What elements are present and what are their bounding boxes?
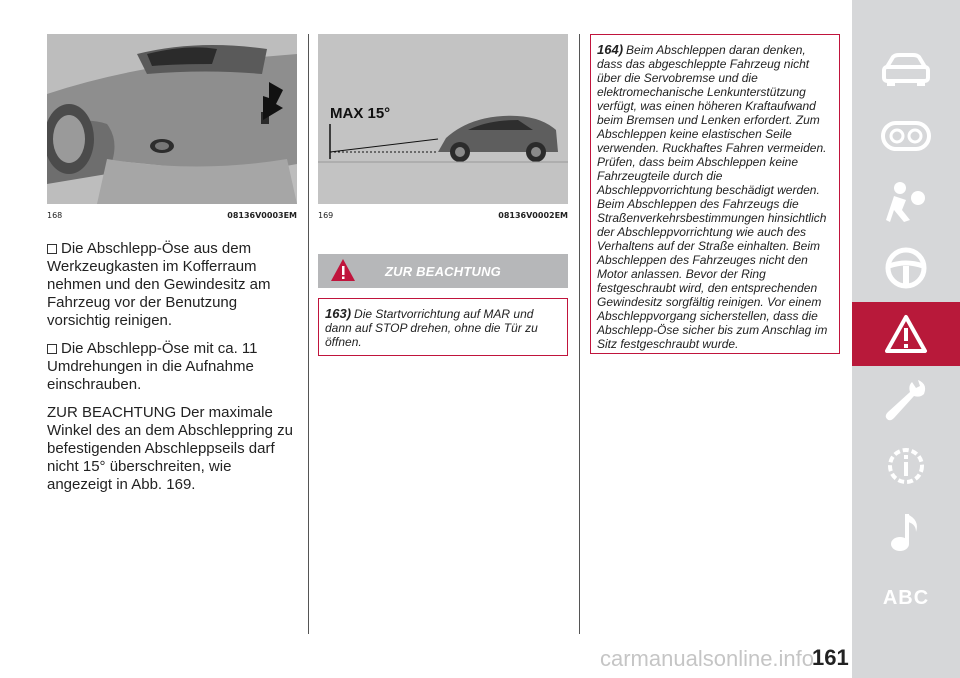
steering-wheel-icon <box>884 246 928 290</box>
warning-triangle-icon <box>330 258 356 282</box>
music-note-icon <box>886 510 926 554</box>
figure-168-caption <box>47 211 297 220</box>
car-icon <box>881 53 931 87</box>
dashboard-gauges-icon <box>881 121 931 151</box>
chapter-sidebar <box>852 0 960 678</box>
sidebar-item-emergency[interactable] <box>852 302 960 366</box>
airbag-person-icon <box>884 180 928 224</box>
checkbox-bullet-icon <box>47 244 57 254</box>
figure-code: 08136V0003EM <box>227 211 297 220</box>
note-number: 164) <box>597 42 624 57</box>
sidebar-item-driving[interactable] <box>852 236 960 300</box>
left-column-text <box>47 240 297 504</box>
warning-title: ZUR BEACHTUNG <box>385 263 501 279</box>
figure-169-image <box>318 34 568 204</box>
figure-number: 169 <box>318 211 334 220</box>
note-text: Die Startvorrichtung auf MAR und dann auf STOP drehen, ohne die Tür zu öffnen. <box>325 307 538 349</box>
sidebar-item-maintenance[interactable] <box>852 368 960 432</box>
figure-code: 08136V0002EM <box>498 211 568 220</box>
note-paragraph: ZUR BEACHTUNG Der maximale Winkel des an dem Abschleppring zu befestigenden Abschleppseils darf nicht 15° überschreiten, wie angezeigt in Abb. 169. <box>47 404 293 493</box>
sidebar-item-car[interactable] <box>852 38 960 102</box>
sidebar-item-multimedia[interactable] <box>852 500 960 564</box>
wrench-icon <box>884 378 928 422</box>
page-number: 161 <box>812 645 849 670</box>
warning-note-164 <box>590 34 840 354</box>
figure-169-caption <box>318 211 568 220</box>
sidebar-item-index[interactable] <box>852 566 960 630</box>
index-label: ABC <box>882 586 930 609</box>
instruction-item-1: Die Abschlepp-Öse aus dem Werkzeugkasten im Kofferraum nehmen und den Gewindesitz am Fahrzeug vor der Benutzung vorsichtig reinigen. <box>47 240 271 329</box>
warning-header <box>318 254 568 288</box>
max-angle-label: MAX 15° <box>330 105 391 122</box>
note-number: 163) <box>325 306 352 321</box>
column-divider <box>308 34 309 634</box>
figure-number: 168 <box>47 211 63 220</box>
warning-triangle-icon <box>884 314 928 354</box>
note-text: Beim Abschleppen daran denken, dass das abgeschleppte Fahrzeug nicht über die Servobremse und die elektromechanische Lenkunterstützung verfügt, was einen höheren Kraftaufwand beim Bremsen und Lenken erfordert. Zum Abschleppen keine elastischen Seile verwenden. Ruckhaftes Fahren vermeiden. Prüfen, dass beim Abschleppen keine Fahrzeugteile durch die Abschleppvorrichtung beschädigt werden. Beim Abschleppen des Fahrzeugs die Straßenverkehrsbestimmungen hinsichtlich der Abschleppvorrichtung wie auch des Verhaltens auf der Straße einhalten. Beim Abschleppen des Fahrzeuges nicht den Motor anlassen. Bevor der Ring festgeschraubt wird, den entsprechenden Gewindesitz sorgfältig reinigen. Vor einem Abschleppvorgang sicherstellen, dass die Abschlepp-Öse sicher bis zum Anschlag im Sitz festgeschraubt wurde. <box>597 43 828 351</box>
sidebar-item-safety[interactable] <box>852 170 960 234</box>
column-divider <box>579 34 580 634</box>
info-gear-icon <box>884 444 928 488</box>
checkbox-bullet-icon <box>47 344 57 354</box>
sidebar-item-dashboard[interactable] <box>852 104 960 168</box>
instruction-item-2: Die Abschlepp-Öse mit ca. 11 Umdrehungen in die Aufnahme einschrauben. <box>47 340 258 393</box>
figure-168-image <box>47 34 297 204</box>
watermark: carmanualsonline.info <box>600 646 815 671</box>
sidebar-item-technical-data[interactable] <box>852 434 960 498</box>
warning-note-163 <box>318 298 568 356</box>
